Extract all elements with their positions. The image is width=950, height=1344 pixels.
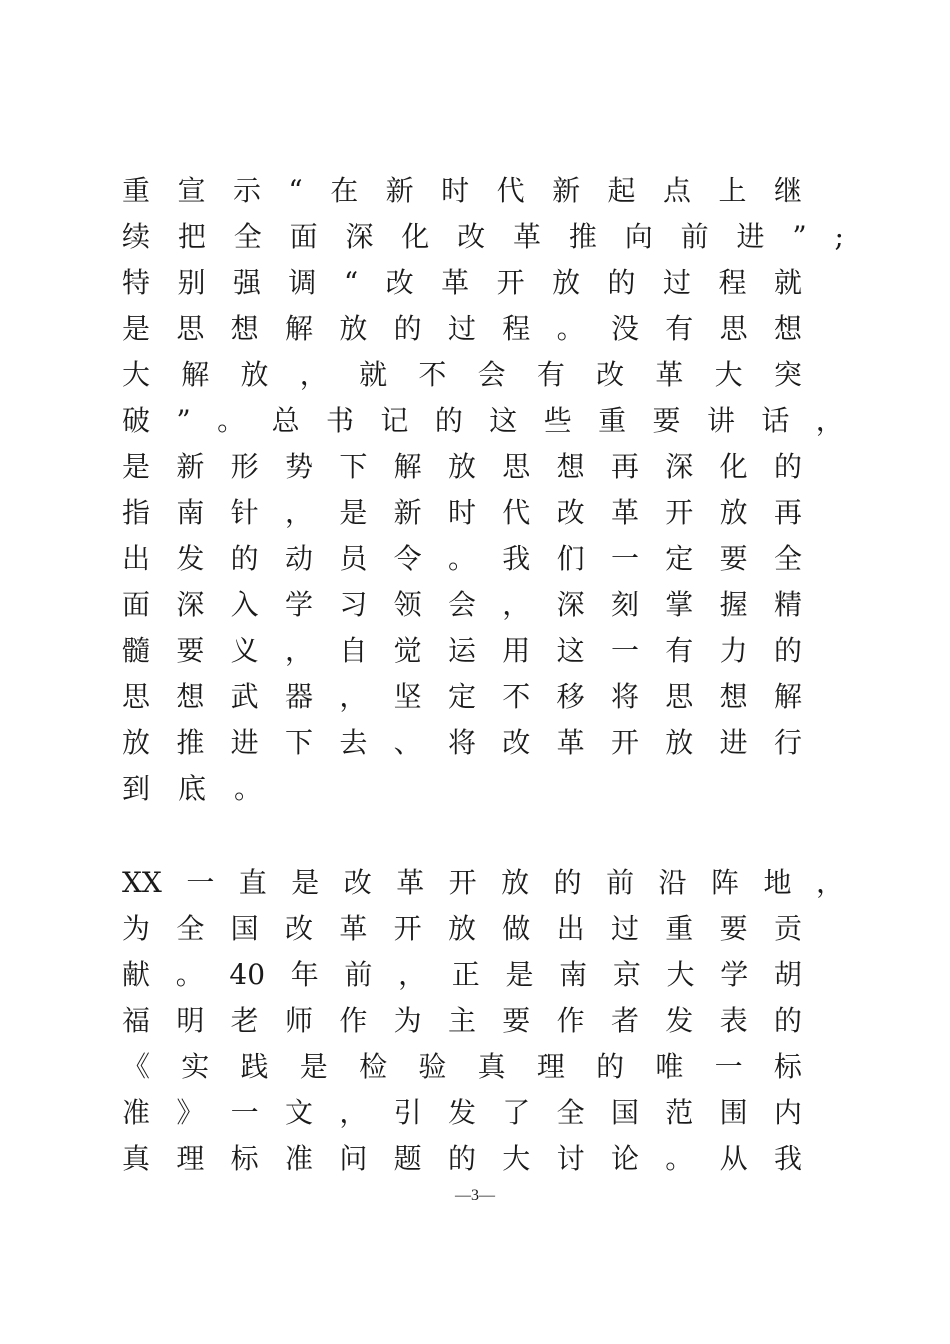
text-glyph: 这 (489, 404, 518, 437)
text-glyph: 重 (122, 174, 151, 207)
text-glyph: 一 (610, 542, 639, 575)
text-glyph: 的 (230, 542, 259, 575)
text-glyph: 到 (122, 772, 151, 805)
text-line (122, 628, 802, 674)
text-glyph: 去 (339, 726, 368, 759)
text-glyph: 过 (447, 312, 476, 345)
text-glyph: 觉 (393, 634, 422, 667)
text-glyph: 。 (217, 404, 246, 437)
text-line (122, 536, 802, 582)
text-glyph: 了 (502, 1096, 531, 1129)
text-glyph: ” (792, 220, 807, 253)
text-glyph: 正 (451, 958, 480, 991)
text-glyph: 我 (502, 542, 531, 575)
text-glyph: 重 (598, 404, 627, 437)
text-glyph: 在 (330, 174, 359, 207)
text-glyph: 进 (719, 726, 748, 759)
text-glyph: 放 (240, 358, 269, 391)
text-line (122, 260, 802, 306)
text-glyph: 全 (773, 542, 802, 575)
text-glyph: 开 (393, 912, 422, 945)
text-glyph: 令 (393, 542, 422, 575)
text-glyph: 胡 (773, 958, 802, 991)
text-glyph: 改 (343, 866, 372, 899)
text-glyph: 想 (719, 680, 748, 713)
text-glyph: 们 (556, 542, 585, 575)
text-glyph: 员 (339, 542, 368, 575)
text-glyph: 些 (543, 404, 572, 437)
text-glyph: 前 (680, 220, 709, 253)
text-glyph: 时 (447, 496, 476, 529)
text-line (122, 720, 802, 766)
text-glyph: 话 (761, 404, 790, 437)
text-glyph: 要 (719, 912, 748, 945)
text-glyph: 做 (502, 912, 531, 945)
text-glyph: 的 (596, 1050, 625, 1083)
text-glyph: 。 (447, 542, 476, 575)
text-glyph: 践 (240, 1050, 269, 1083)
text-glyph: 题 (393, 1142, 422, 1175)
text-glyph: ， (299, 358, 328, 391)
text-glyph: 是 (291, 866, 320, 899)
text-glyph: 解 (393, 450, 422, 483)
text-glyph: 放 (552, 266, 581, 299)
text-glyph: 再 (773, 496, 802, 529)
text-glyph: 贡 (773, 912, 802, 945)
text-glyph: 定 (447, 680, 476, 713)
text-glyph: 出 (122, 542, 151, 575)
text-glyph: 武 (230, 680, 259, 713)
text-glyph: 全 (556, 1096, 585, 1129)
text-glyph: 大 (122, 358, 151, 391)
text-line (122, 1136, 802, 1182)
text-glyph: 。 (234, 772, 263, 805)
text-line (122, 906, 802, 952)
text-glyph: ， (502, 588, 531, 621)
text-glyph: 问 (339, 1142, 368, 1175)
text-glyph: 向 (624, 220, 653, 253)
text-line (122, 1044, 802, 1090)
text-line (122, 582, 802, 628)
text-glyph: 学 (284, 588, 313, 621)
text-line (122, 490, 802, 536)
text-glyph: 国 (230, 912, 259, 945)
text-glyph: 我 (773, 1142, 802, 1175)
text-glyph: 领 (393, 588, 422, 621)
text-glyph: 有 (536, 358, 565, 391)
text-line (122, 168, 802, 214)
text-glyph: 全 (176, 912, 205, 945)
text-glyph: 主 (447, 1004, 476, 1037)
text-glyph: 要 (176, 634, 205, 667)
text-glyph: 突 (773, 358, 802, 391)
text-glyph: 将 (610, 680, 639, 713)
text-glyph: 解 (773, 680, 802, 713)
text-glyph: 文 (284, 1096, 313, 1129)
text-glyph: 引 (393, 1096, 422, 1129)
text-glyph: 唯 (655, 1050, 684, 1083)
text-glyph: 深 (176, 588, 205, 621)
text-glyph: ” (176, 404, 191, 437)
text-glyph: 新 (552, 174, 581, 207)
text-glyph: 的 (393, 312, 422, 345)
text-glyph: 化 (401, 220, 430, 253)
text-glyph: 改 (457, 220, 486, 253)
text-glyph: 推 (176, 726, 205, 759)
text-glyph: 献 (122, 958, 151, 991)
text-glyph: 年 (290, 958, 319, 991)
text-glyph: 深 (556, 588, 585, 621)
text-glyph: “ (288, 174, 303, 207)
text-glyph: 的 (773, 634, 802, 667)
text-glyph: 有 (665, 312, 694, 345)
text-glyph: 、 (393, 726, 422, 759)
text-glyph: 会 (477, 358, 506, 391)
text-glyph: 作 (556, 1004, 585, 1037)
text-glyph: 直 (238, 866, 267, 899)
text-glyph: 强 (232, 266, 261, 299)
text-glyph: 程 (502, 312, 531, 345)
text-glyph: 是 (505, 958, 534, 991)
text-glyph: 者 (610, 1004, 639, 1037)
text-glyph: 就 (359, 358, 388, 391)
text-glyph: 一 (714, 1050, 743, 1083)
text-glyph: 真 (477, 1050, 506, 1083)
paragraph-2 (122, 860, 852, 1182)
text-glyph: 革 (441, 266, 470, 299)
text-glyph: 想 (773, 312, 802, 345)
text-glyph: 南 (559, 958, 588, 991)
text-glyph: 是 (299, 1050, 328, 1083)
text-glyph: 调 (288, 266, 317, 299)
text-glyph: 是 (339, 496, 368, 529)
text-glyph: 。 (556, 312, 585, 345)
text-glyph: 面 (289, 220, 318, 253)
text-glyph: 代 (496, 174, 525, 207)
text-glyph: 解 (181, 358, 210, 391)
text-glyph: 总 (271, 404, 300, 437)
text-glyph: 思 (502, 450, 531, 483)
text-glyph: 思 (122, 680, 151, 713)
text-line (122, 352, 802, 398)
paragraph-1 (122, 168, 852, 812)
text-glyph: 的 (773, 450, 802, 483)
text-glyph: 验 (418, 1050, 447, 1083)
text-glyph: 用 (502, 634, 531, 667)
text-glyph: 一 (230, 1096, 259, 1129)
text-glyph: 力 (719, 634, 748, 667)
text-glyph: 指 (122, 496, 151, 529)
text-glyph: 前 (606, 866, 635, 899)
text-glyph: 出 (556, 912, 585, 945)
text-glyph: 移 (556, 680, 585, 713)
text-glyph: 底 (178, 772, 207, 805)
text-glyph: 推 (568, 220, 597, 253)
text-glyph: “ (343, 266, 359, 299)
text-glyph: 重 (665, 912, 694, 945)
text-glyph: 继 (773, 174, 802, 207)
text-glyph: 器 (284, 680, 313, 713)
text-glyph: 开 (665, 496, 694, 529)
text-glyph: 开 (496, 266, 525, 299)
text-glyph: 义 (230, 634, 259, 667)
text-glyph: 一 (610, 634, 639, 667)
text-line (122, 214, 844, 260)
text-glyph: 革 (610, 496, 639, 529)
text-glyph: 学 (720, 958, 749, 991)
text-glyph: 特 (122, 266, 151, 299)
text-glyph: 握 (719, 588, 748, 621)
text-glyph: 再 (610, 450, 639, 483)
text-glyph: 续 (122, 220, 151, 253)
text-glyph: 自 (339, 634, 368, 667)
text-glyph: ， (815, 404, 844, 437)
text-glyph: 要 (502, 1004, 531, 1037)
text-glyph: ， (398, 958, 427, 991)
text-glyph: 开 (610, 726, 639, 759)
text-glyph: 革 (655, 358, 684, 391)
text-glyph: 深 (665, 450, 694, 483)
text-glyph: 标 (230, 1142, 259, 1175)
text-glyph: 地 (763, 866, 792, 899)
text-glyph: 起 (607, 174, 636, 207)
text-glyph: 髓 (122, 634, 151, 667)
text-glyph: 放 (719, 496, 748, 529)
text-glyph: 准 (284, 1142, 313, 1175)
text-glyph: 放 (447, 912, 476, 945)
text-glyph: 京 (612, 958, 641, 991)
text-glyph: 思 (719, 312, 748, 345)
text-glyph: 点 (663, 174, 692, 207)
text-glyph: 40 (229, 958, 266, 991)
text-glyph: 放 (447, 450, 476, 483)
text-glyph: 明 (176, 1004, 205, 1037)
text-glyph: 把 (177, 220, 206, 253)
text-glyph: 将 (447, 726, 476, 759)
text-glyph: 标 (773, 1050, 802, 1083)
text-glyph: 放 (665, 726, 694, 759)
text-glyph: 。 (175, 958, 204, 991)
text-glyph: XX (122, 866, 162, 899)
text-glyph: 宣 (177, 174, 206, 207)
text-glyph: 形 (230, 450, 259, 483)
text-glyph: 定 (665, 542, 694, 575)
text-glyph: 解 (284, 312, 313, 345)
text-glyph: 放 (339, 312, 368, 345)
text-glyph: 新 (176, 450, 205, 483)
text-glyph: 改 (284, 912, 313, 945)
text-glyph: 行 (773, 726, 802, 759)
text-glyph: 的 (607, 266, 636, 299)
text-glyph: 讨 (556, 1142, 585, 1175)
text-glyph: 为 (393, 1004, 422, 1037)
text-glyph: 这 (556, 634, 585, 667)
text-glyph: 程 (718, 266, 747, 299)
text-glyph: 代 (502, 496, 531, 529)
text-line (122, 306, 802, 352)
text-line (122, 674, 802, 720)
text-glyph: 发 (176, 542, 205, 575)
text-glyph: 前 (344, 958, 373, 991)
text-line (122, 1090, 802, 1136)
text-glyph: 作 (339, 1004, 368, 1037)
text-glyph: 。 (665, 1142, 694, 1175)
text-line (122, 398, 844, 444)
text-glyph: 老 (230, 1004, 259, 1037)
text-glyph: ， (815, 866, 844, 899)
text-glyph: ， (284, 496, 313, 529)
text-glyph: 要 (652, 404, 681, 437)
text-glyph: 不 (502, 680, 531, 713)
text-glyph: 不 (418, 358, 447, 391)
text-glyph: 的 (553, 866, 582, 899)
text-glyph: 真 (122, 1142, 151, 1175)
text-glyph: 为 (122, 912, 151, 945)
text-glyph: 会 (447, 588, 476, 621)
text-glyph: 准 (122, 1096, 151, 1129)
text-glyph: 放 (122, 726, 151, 759)
text-glyph: 进 (736, 220, 765, 253)
text-glyph: 从 (719, 1142, 748, 1175)
text-glyph: 范 (665, 1096, 694, 1129)
text-glyph: 过 (663, 266, 692, 299)
text-glyph: 》 (176, 1096, 205, 1129)
text-glyph: 改 (556, 496, 585, 529)
text-glyph: 上 (718, 174, 747, 207)
text-glyph: 革 (339, 912, 368, 945)
text-glyph: 改 (596, 358, 625, 391)
text-glyph: 就 (773, 266, 802, 299)
text-glyph: 革 (513, 220, 542, 253)
text-glyph: 围 (719, 1096, 748, 1129)
text-glyph: 习 (339, 588, 368, 621)
text-glyph: 没 (610, 312, 639, 345)
text-glyph: 理 (176, 1142, 205, 1175)
text-glyph: 有 (665, 634, 694, 667)
text-line (122, 952, 802, 998)
text-glyph: 的 (773, 1004, 802, 1037)
text-glyph: 全 (233, 220, 262, 253)
text-glyph: 思 (176, 312, 205, 345)
text-line (122, 860, 844, 906)
text-glyph: 别 (177, 266, 206, 299)
text-glyph: 掌 (665, 588, 694, 621)
text-glyph: 想 (556, 450, 585, 483)
text-glyph: 改 (502, 726, 531, 759)
text-glyph: 大 (714, 358, 743, 391)
text-glyph: 坚 (393, 680, 422, 713)
text-line (122, 444, 802, 490)
text-glyph: 大 (502, 1142, 531, 1175)
text-glyph: 放 (501, 866, 530, 899)
text-glyph: 深 (345, 220, 374, 253)
text-glyph: 发 (447, 1096, 476, 1129)
text-glyph: 示 (232, 174, 261, 207)
text-glyph: 是 (122, 450, 151, 483)
text-glyph: 破 (122, 404, 151, 437)
text-glyph: 沿 (658, 866, 687, 899)
text-glyph: 内 (773, 1096, 802, 1129)
text-glyph: 开 (448, 866, 477, 899)
text-glyph: 是 (122, 312, 151, 345)
text-glyph: 发 (665, 1004, 694, 1037)
text-glyph: 面 (122, 588, 151, 621)
text-glyph: 表 (719, 1004, 748, 1037)
text-glyph: 时 (441, 174, 470, 207)
text-glyph: 《 (122, 1050, 151, 1083)
text-glyph: 精 (773, 588, 802, 621)
text-glyph: 革 (556, 726, 585, 759)
text-glyph: 想 (176, 680, 205, 713)
text-glyph: 运 (447, 634, 476, 667)
text-glyph: 理 (536, 1050, 565, 1083)
text-glyph: 革 (396, 866, 425, 899)
text-glyph: 福 (122, 1004, 151, 1037)
text-glyph: 要 (719, 542, 748, 575)
text-glyph: 国 (610, 1096, 639, 1129)
text-line (122, 998, 802, 1044)
text-glyph: ， (339, 680, 368, 713)
page-number: —3— (455, 1187, 495, 1204)
text-glyph: 想 (230, 312, 259, 345)
text-glyph: 入 (230, 588, 259, 621)
text-glyph: 的 (447, 1142, 476, 1175)
text-glyph: 书 (326, 404, 355, 437)
text-glyph: ， (284, 634, 313, 667)
text-glyph: 南 (176, 496, 205, 529)
text-glyph: 下 (339, 450, 368, 483)
text-glyph: 下 (284, 726, 313, 759)
text-glyph: 论 (610, 1142, 639, 1175)
text-glyph: 一 (186, 866, 215, 899)
text-glyph: 化 (719, 450, 748, 483)
text-glyph: ， (339, 1096, 368, 1129)
text-glyph: 进 (230, 726, 259, 759)
text-glyph: 实 (181, 1050, 210, 1083)
text-glyph: 新 (385, 174, 414, 207)
text-glyph: 针 (230, 496, 259, 529)
text-glyph: 师 (284, 1004, 313, 1037)
text-glyph: 刻 (610, 588, 639, 621)
text-glyph: 的 (434, 404, 463, 437)
text-line (122, 766, 802, 812)
text-glyph: 阵 (711, 866, 740, 899)
text-glyph: 思 (665, 680, 694, 713)
text-glyph: 记 (380, 404, 409, 437)
text-glyph: 改 (385, 266, 414, 299)
text-glyph: 检 (359, 1050, 388, 1083)
text-glyph: ; (834, 220, 844, 253)
text-glyph: 势 (284, 450, 313, 483)
text-glyph: 过 (610, 912, 639, 945)
text-glyph: 大 (666, 958, 695, 991)
text-glyph: 新 (393, 496, 422, 529)
text-glyph: 讲 (706, 404, 735, 437)
text-glyph: 动 (284, 542, 313, 575)
